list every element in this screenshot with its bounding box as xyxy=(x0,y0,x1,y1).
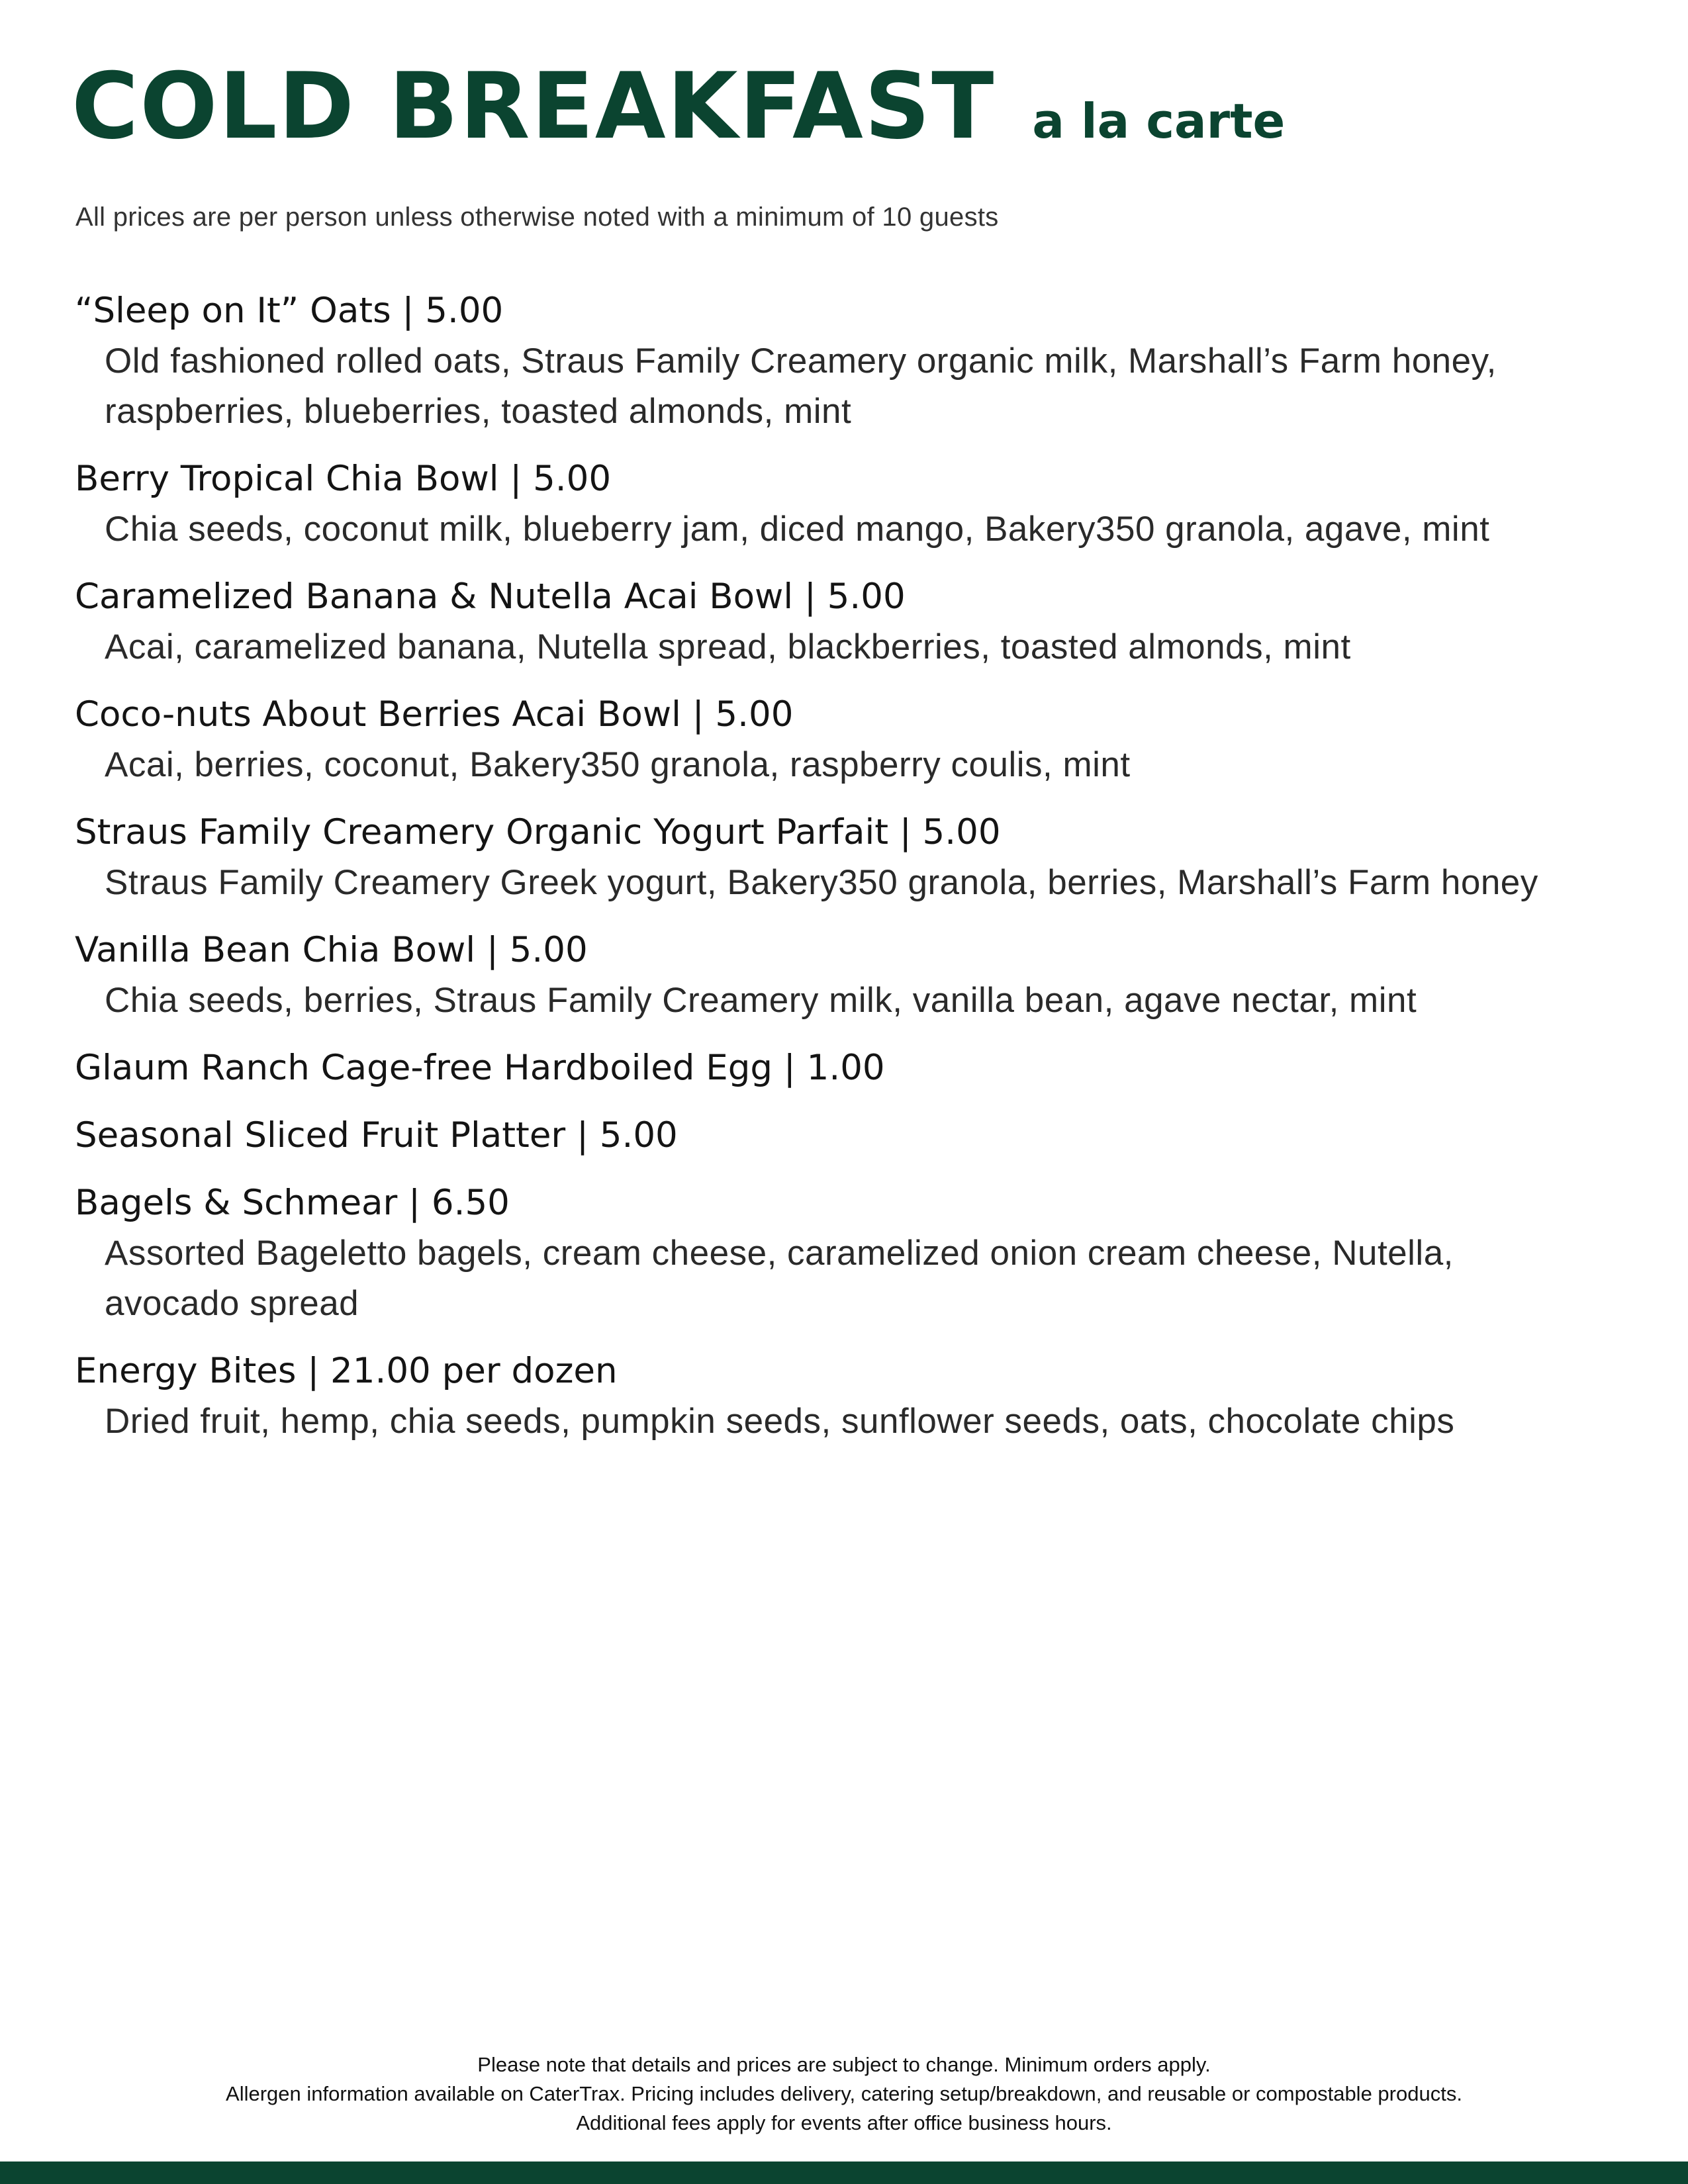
menu-item xyxy=(75,454,1564,555)
menu-item xyxy=(75,286,1564,437)
footer-notes xyxy=(0,2050,1688,2138)
menu-item-name: Straus Family Creamery Organic Yogurt Parfait | 5.00 xyxy=(75,812,1001,852)
menu-list xyxy=(75,286,1564,1464)
menu-item-description: Straus Family Creamery Greek yogurt, Bakery350 granola, berries, Marshall’s Farm honey xyxy=(105,863,1538,902)
menu-item-name: Energy Bites | 21.00 per dozen xyxy=(75,1351,618,1391)
menu-item xyxy=(75,1346,1564,1447)
menu-item-name: Coco-nuts About Berries Acai Bowl | 5.00 xyxy=(75,694,794,735)
pricing-note: All prices are per person unless otherwise noted with a minimum of 10 guests xyxy=(75,203,999,232)
menu-item-name: Vanilla Bean Chia Bowl | 5.00 xyxy=(75,930,588,970)
menu-item xyxy=(75,807,1564,908)
page-subtitle: a la carte xyxy=(1032,93,1286,149)
menu-item xyxy=(75,1111,1564,1161)
menu-item-name: Bagels & Schmear | 6.50 xyxy=(75,1183,510,1223)
page-title: COLD BREAKFAST xyxy=(71,53,996,159)
menu-item xyxy=(75,925,1564,1026)
menu-item xyxy=(75,1178,1564,1329)
page-header xyxy=(71,53,1286,159)
menu-item-description: Acai, caramelized banana, Nutella spread, blackberries, toasted almonds, mint xyxy=(105,627,1351,666)
menu-item-description: Assorted Bageletto bagels, cream cheese, caramelized onion cream cheese, Nutella, avocado spread xyxy=(105,1234,1454,1323)
footer-bar xyxy=(0,2161,1688,2184)
footer-line: Additional fees apply for events after office business hours. xyxy=(576,2111,1112,2134)
footer-line: Allergen information available on CaterTrax. Pricing includes delivery, catering setup/breakdown, and reusable or compostable products. xyxy=(226,2082,1462,2105)
menu-item-description: Chia seeds, coconut milk, blueberry jam, diced mango, Bakery350 granola, agave, mint xyxy=(105,510,1490,549)
menu-item-description: Old fashioned rolled oats, Straus Family Creamery organic milk, Marshall’s Farm honey, raspberries, blueberries, toasted almonds, mint xyxy=(105,341,1497,431)
menu-item-description: Dried fruit, hemp, chia seeds, pumpkin seeds, sunflower seeds, oats, chocolate chips xyxy=(105,1402,1455,1441)
menu-item-name: “Sleep on It” Oats | 5.00 xyxy=(75,291,504,331)
menu-item-name: Glaum Ranch Cage-free Hardboiled Egg | 1.00 xyxy=(75,1048,885,1088)
menu-item-description: Chia seeds, berries, Straus Family Creamery milk, vanilla bean, agave nectar, mint xyxy=(105,981,1417,1020)
menu-item-name: Berry Tropical Chia Bowl | 5.00 xyxy=(75,459,612,499)
footer-line: Please note that details and prices are subject to change. Minimum orders apply. xyxy=(477,2053,1211,2076)
menu-item xyxy=(75,572,1564,672)
menu-item xyxy=(75,1043,1564,1093)
menu-item-name: Seasonal Sliced Fruit Platter | 5.00 xyxy=(75,1115,678,1156)
menu-item-description: Acai, berries, coconut, Bakery350 granola, raspberry coulis, mint xyxy=(105,745,1131,784)
menu-item-name: Caramelized Banana & Nutella Acai Bowl | 5.00 xyxy=(75,576,906,617)
menu-item xyxy=(75,690,1564,790)
